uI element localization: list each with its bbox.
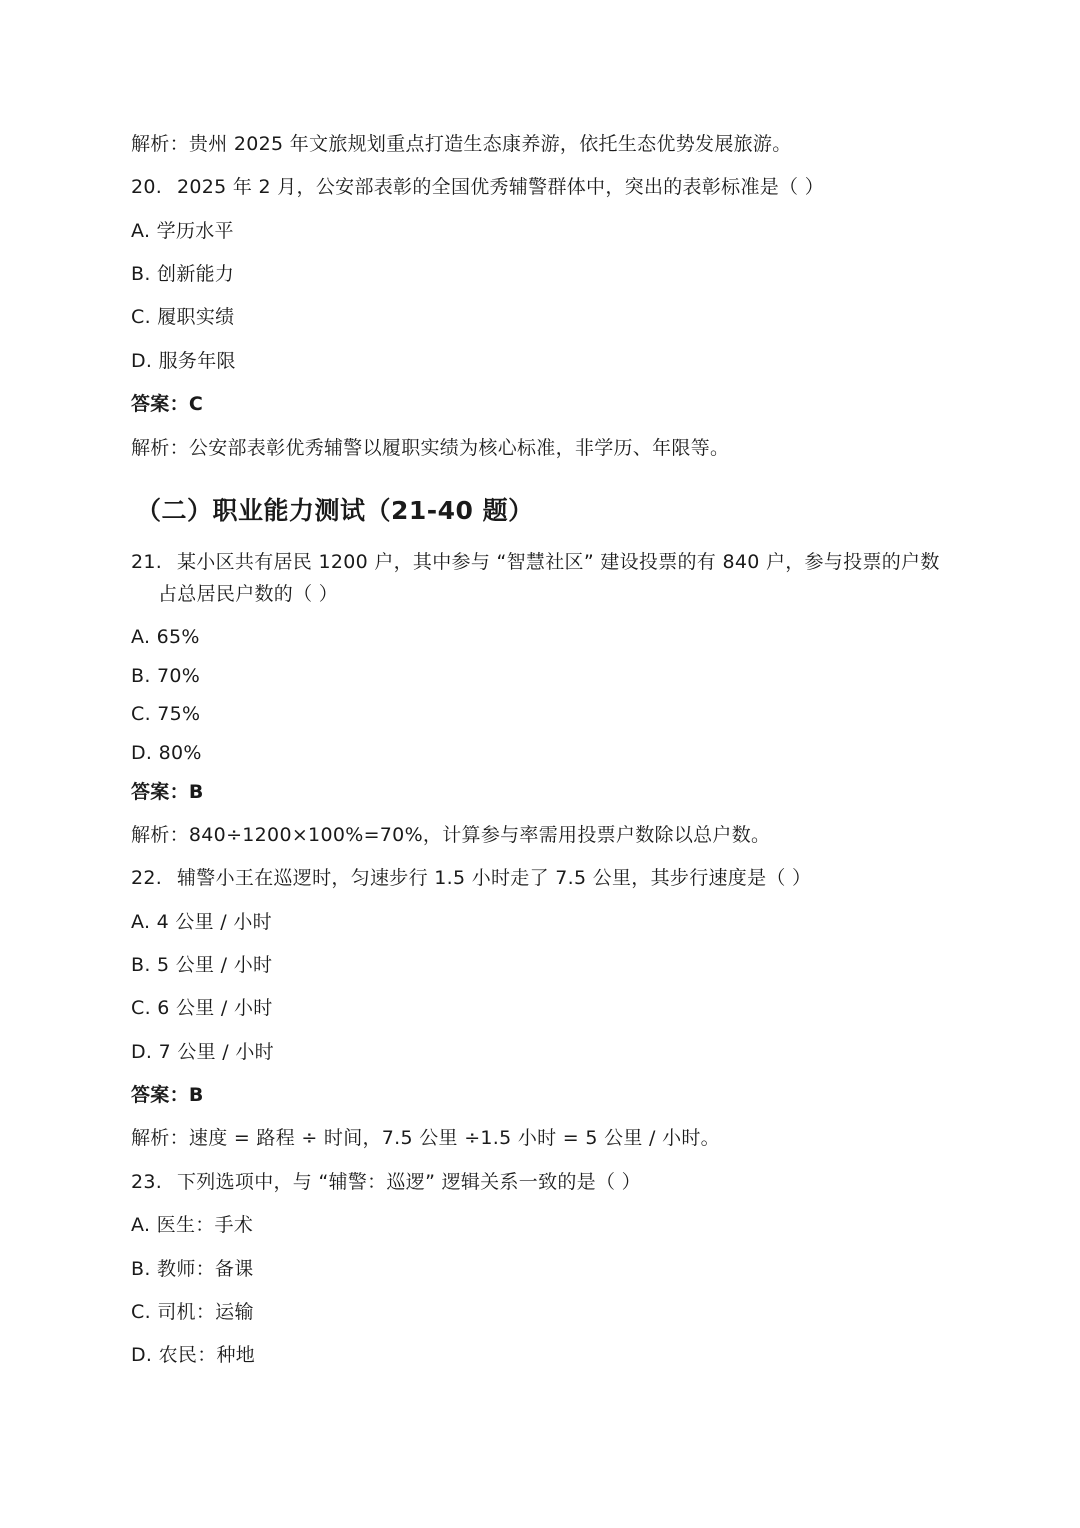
q20-option-a: A. 学历水平 bbox=[131, 220, 234, 242]
q20-analysis: 解析：公安部表彰优秀辅警以履职实绩为核心标准，非学历、年限等。 bbox=[131, 437, 730, 459]
q20-question bbox=[131, 174, 824, 200]
q19-analysis: 解析：贵州 2025 年文旅规划重点打造生态康养游，依托生态优势发展旅游。 bbox=[131, 133, 792, 155]
q23-text: 下列选项中，与 “辅警：巡逻” 逻辑关系一致的是（ ） bbox=[177, 1171, 641, 1193]
q20-text: 2025 年 2 月，公安部表彰的全国优秀辅警群体中，突出的表彰标准是（ ） bbox=[177, 176, 825, 198]
q21-text-line1: 某小区共有居民 1200 户，其中参与 “智慧社区” 建设投票的有 840 户，参与投票的户数 bbox=[177, 551, 940, 573]
q21-question bbox=[131, 549, 940, 575]
q21-option-b: B. 70% bbox=[131, 665, 201, 687]
q21-text-line2: 占总居民户数的（ ） bbox=[158, 583, 339, 605]
q22-analysis: 解析：速度 = 路程 ÷ 时间，7.5 公里 ÷1.5 小时 = 5 公里 / 小时。 bbox=[131, 1127, 720, 1149]
q22-answer: 答案：B bbox=[131, 1084, 204, 1106]
q23-option-b: B. 教师：备课 bbox=[131, 1258, 254, 1280]
q23-question bbox=[131, 1169, 641, 1195]
q21-number: 21. bbox=[131, 551, 163, 573]
q21-option-c: C. 75% bbox=[131, 703, 201, 725]
q23-option-a: A. 医生：手术 bbox=[131, 1214, 254, 1236]
q21-analysis: 解析：840÷1200×100%=70%，计算参与率需用投票户数除以总户数。 bbox=[131, 824, 771, 846]
q20-option-c: C. 履职实绩 bbox=[131, 306, 235, 328]
q21-option-d: D. 80% bbox=[131, 742, 202, 764]
section-heading: （二）职业能力测试（21-40 题） bbox=[136, 496, 534, 525]
q22-option-a: A. 4 公里 / 小时 bbox=[131, 911, 272, 933]
q22-option-b: B. 5 公里 / 小时 bbox=[131, 954, 273, 976]
q21-option-a: A. 65% bbox=[131, 626, 200, 648]
q22-question bbox=[131, 865, 811, 891]
q21-answer: 答案：B bbox=[131, 781, 204, 803]
q23-option-d: D. 农民：种地 bbox=[131, 1344, 256, 1366]
q20-option-b: B. 创新能力 bbox=[131, 263, 235, 285]
q22-text: 辅警小王在巡逻时，匀速步行 1.5 小时走了 7.5 公里，其步行速度是（ ） bbox=[177, 867, 812, 889]
q22-option-d: D. 7 公里 / 小时 bbox=[131, 1041, 274, 1063]
q20-option-d: D. 服务年限 bbox=[131, 350, 236, 372]
q20-answer: 答案：C bbox=[131, 393, 204, 415]
q22-option-c: C. 6 公里 / 小时 bbox=[131, 997, 273, 1019]
q23-option-c: C. 司机：运输 bbox=[131, 1301, 254, 1323]
q20-number: 20. bbox=[131, 176, 163, 198]
q22-number: 22. bbox=[131, 867, 163, 889]
q23-number: 23. bbox=[131, 1171, 163, 1193]
